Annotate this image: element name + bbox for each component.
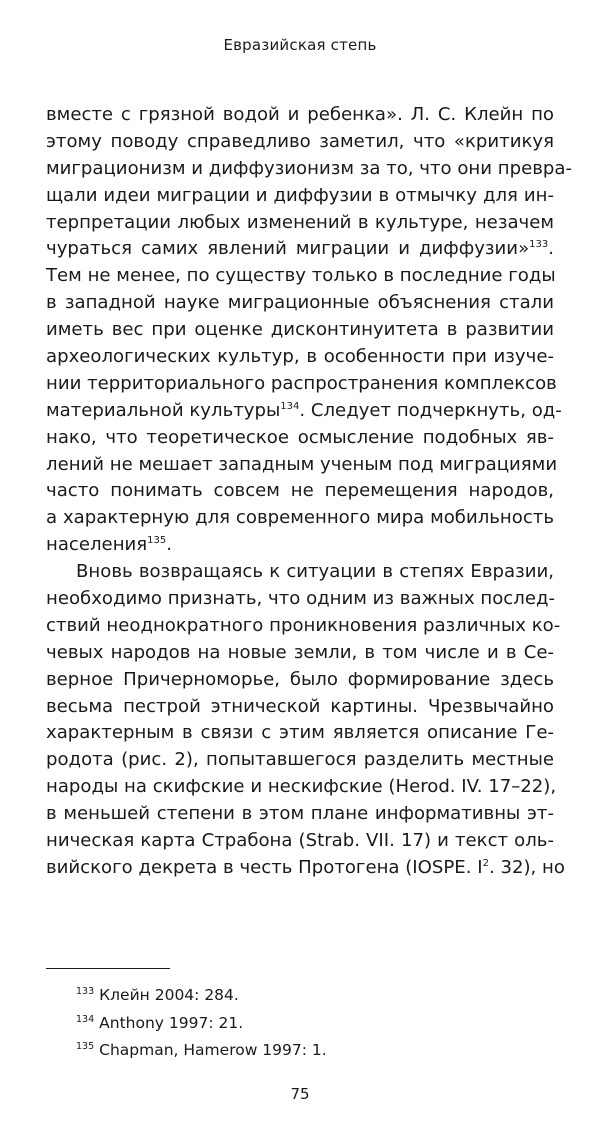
text-line: этому поводу справедливо заметил, что «критикуя: [46, 130, 554, 152]
text-line: [46, 532, 554, 559]
text-line: весьма пестрой этнической картины. Чрезвычайно: [46, 695, 554, 717]
footnote-text: Chapman, Hamerow 1997: 1.: [99, 1041, 327, 1059]
footnote-ref-133[interactable]: 133: [529, 239, 549, 251]
text-line: лений не мешает западным ученым под миграциями: [46, 453, 558, 475]
text-line: характерным в связи с этим является описание Ге-: [46, 722, 554, 744]
text-line-start: материальной культуры: [46, 399, 281, 421]
text-line: родота (рис. 2), попытавшегося разделить местные: [46, 749, 554, 771]
text-line: археологических культур, в особенности при изуче-: [46, 346, 554, 368]
text-line: иметь вес при оценке дисконтинуитета в развитии: [46, 319, 554, 341]
text-line: чевых народов на новые земли, в том числе и в Се-: [46, 641, 554, 663]
footnote-number: 133: [76, 986, 95, 997]
footnote-133: [76, 980, 556, 1008]
text-line: часто понимать совсем не перемещения народов,: [46, 480, 554, 502]
page-number: 75: [290, 1085, 310, 1103]
text-line: в западной науке миграционные объяснения стали: [46, 292, 554, 314]
superscript: 2: [482, 857, 489, 869]
text-line: верное Причерноморье, было формирование здесь: [46, 668, 554, 690]
footnote-ref-135[interactable]: 135: [147, 535, 167, 547]
text-line-end: . Следует подчеркнуть, од-: [299, 399, 562, 421]
footnote-number: 135: [76, 1041, 95, 1052]
text-line: необходимо признать, что одним из важных послед-: [46, 588, 555, 610]
text-line-end: .: [548, 238, 554, 260]
footnote-ref-134[interactable]: 134: [280, 400, 300, 412]
footnote-text: Anthony 1997: 21.: [99, 1013, 244, 1032]
text-line: в меньшей степени в этом плане информативны эт-: [46, 803, 554, 825]
footnote-text: Клейн 2004: 284.: [99, 986, 239, 1004]
text-line-start: вийского декрета в честь Протогена (IOSPE. I: [46, 856, 483, 878]
text-line: вместе с грязной водой и ребенка». Л. С. Клейн по: [46, 104, 554, 125]
text-line-end: . 32), но: [488, 856, 565, 878]
text-line: нако, что теоретическое осмысление подобных яв-: [46, 426, 554, 448]
text-line: [46, 398, 562, 425]
text-line: народы на скифские и нескифские (Herod. IV. 17–22),: [46, 776, 557, 798]
text-line: миграционизм и диффузионизм за то, что они превра-: [46, 157, 572, 179]
footnote-134: [76, 1008, 556, 1036]
text-line: Тем не менее, по существу только в последние годы: [46, 265, 556, 287]
footnote-separator: [46, 968, 170, 969]
footnote-135: [76, 1035, 556, 1063]
text-line-start: чураться самих явлений миграции и диффузии»: [46, 238, 530, 260]
text-line: Вновь возвращаясь к ситуации в степях Евразии,: [76, 561, 554, 583]
text-line: терпретации любых изменений в культуре, незачем: [46, 211, 554, 233]
footnote-number: 134: [76, 1013, 95, 1025]
text-line: [46, 855, 565, 882]
text-line-start: населения: [46, 534, 148, 556]
text-line-end: .: [166, 534, 173, 556]
running-head: Евразийская степь: [223, 36, 377, 54]
text-line: [46, 236, 554, 263]
text-line: нии территориального распространения комплексов: [46, 372, 557, 394]
text-line: ствий неоднократного проникновения различных ко-: [46, 614, 561, 636]
text-line: ническая карта Страбона (Strab. VII. 17) и текст оль-: [46, 830, 554, 852]
body-text: [46, 102, 572, 882]
footnotes: [76, 980, 556, 1063]
text-line: а характерную для современного мира мобильность: [46, 507, 554, 529]
text-line: щали идеи миграции и диффузии в отмычку для ин-: [46, 184, 554, 206]
